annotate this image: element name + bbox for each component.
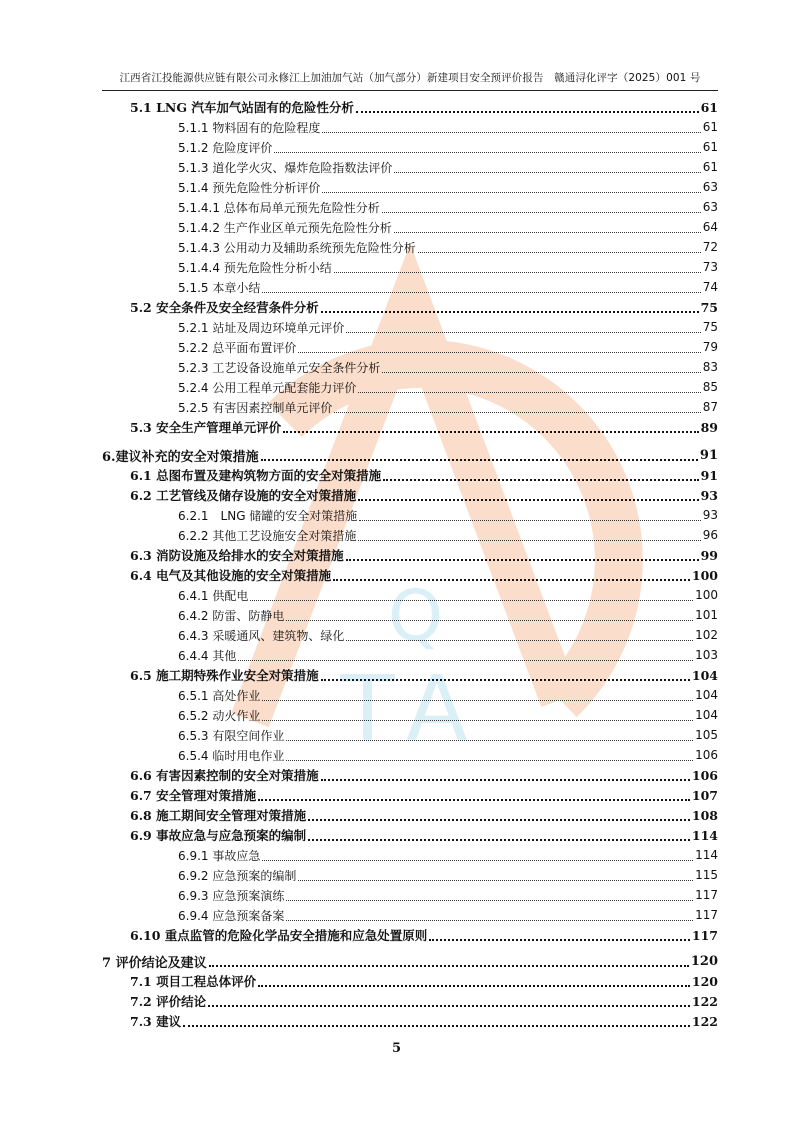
toc-leader-dots — [359, 520, 700, 521]
toc-leader-dots — [262, 720, 693, 721]
toc-entry-title: 6.5 施工期特殊作业安全对策措施 — [130, 668, 319, 683]
toc-entry[interactable] — [102, 297, 718, 317]
toc-entry-title: 6.2 工艺管线及储存设施的安全对策措施 — [130, 488, 357, 503]
toc-entry[interactable] — [102, 177, 718, 197]
toc-entry-page: 91 — [700, 467, 718, 483]
toc-entry-title: 6.5.1 高处作业 — [178, 688, 261, 703]
toc-entry-page: 101 — [695, 608, 718, 622]
toc-entry-title: 5.1.4.3 公用动力及辅助系统预先危险性分析 — [178, 240, 416, 255]
toc-entry[interactable] — [102, 765, 718, 785]
toc-entry-title: 6.4.3 采暖通风、建筑物、绿化 — [178, 628, 345, 643]
toc-entry[interactable] — [102, 317, 718, 337]
toc-leader-dots — [262, 700, 693, 701]
toc-leader-dots — [382, 212, 701, 213]
running-header: 江西省江投能源供应链有限公司永修江上加油加气站（加气部分）新建项目安全预评价报告 赣通浔化评字（2025）001 号 — [119, 72, 701, 84]
toc-entry-title: 6.10 重点监管的危险化学品安全措施和应急处置原则 — [130, 928, 428, 943]
toc-leader-dots — [333, 579, 690, 581]
toc-entry[interactable] — [102, 157, 718, 177]
toc-leader-dots — [286, 920, 693, 921]
toc-entry-title: 5.1.4.2 生产作业区单元预先危险性分析 — [178, 220, 392, 235]
toc-leader-dots — [346, 559, 699, 561]
toc-entry-page: 105 — [695, 728, 718, 742]
toc-entry-title: 6.建议补充的安全对策措施 — [102, 449, 259, 465]
toc-entry-page: 122 — [691, 1013, 718, 1029]
toc-entry[interactable] — [102, 337, 718, 357]
toc-entry-page: 114 — [691, 827, 718, 843]
toc-leader-dots — [321, 679, 690, 681]
toc-leader-dots — [258, 799, 690, 801]
toc-entry[interactable] — [102, 845, 718, 865]
toc-entry-page: 104 — [691, 667, 718, 683]
toc-entry-title: 6.9.4 应急预案备案 — [178, 908, 285, 923]
toc-entry-page: 117 — [695, 908, 718, 922]
toc-leader-dots — [358, 540, 700, 541]
toc-entry-page: 63 — [702, 180, 718, 194]
toc-entry-title: 6.4.2 防雷、防静电 — [178, 608, 285, 623]
toc-entry-title: 6.3 消防设施及给排水的安全对策措施 — [130, 548, 344, 563]
toc-entry-title: 6.9 事故应急与应急预案的编制 — [130, 828, 307, 843]
toc-entry-title: 6.7 安全管理对策措施 — [130, 788, 257, 803]
toc-entry-title: 6.4 电气及其他设施的安全对策措施 — [130, 568, 332, 583]
toc-leader-dots — [322, 192, 700, 193]
toc-entry[interactable] — [102, 725, 718, 745]
toc-leader-dots — [183, 1025, 690, 1027]
toc-entry-page: 79 — [702, 340, 718, 354]
toc-entry-page: 100 — [695, 588, 718, 602]
toc-entry-page: 72 — [702, 240, 718, 254]
toc-entry-title: 6.1 总图布置及建构筑物方面的安全对策措施 — [130, 468, 382, 483]
toc-entry-page: 61 — [700, 99, 718, 115]
toc-entry-page: 96 — [702, 528, 718, 542]
toc-entry-page: 61 — [702, 160, 718, 174]
toc-entry-title: 5.2 安全条件及安全经营条件分析 — [130, 300, 319, 315]
toc-leader-dots — [262, 292, 700, 293]
toc-entry-title: 5.1.5 本章小结 — [178, 280, 261, 295]
toc-entry-title: 5.1 LNG 汽车加气站固有的危险性分析 — [130, 100, 354, 115]
toc-entry-page: 87 — [702, 400, 718, 414]
toc-leader-dots — [286, 620, 693, 621]
toc-entry-title: 6.2.2 其他工艺设施安全对策措施 — [178, 528, 357, 543]
toc-leader-dots — [274, 152, 700, 153]
toc-leader-dots — [356, 111, 699, 113]
toc-entry[interactable] — [102, 465, 718, 485]
toc-entry-title: 6.4.4 其他 — [178, 648, 237, 663]
toc-entry[interactable] — [102, 545, 718, 565]
toc-entry-title: 6.8 施工期间安全管理对策措施 — [130, 808, 307, 823]
toc-entry-page: 74 — [702, 280, 718, 294]
toc-entry-title: 6.5.3 有限空间作业 — [178, 728, 285, 743]
toc-entry-title: 5.1.4 预先危险性分析评价 — [178, 180, 321, 195]
watermark-ta: TA — [340, 657, 486, 762]
toc-entry-page: 122 — [691, 993, 718, 1009]
toc-entry-page: 107 — [691, 787, 718, 803]
toc-entry[interactable] — [102, 525, 718, 545]
toc-entry-title: 6.9.3 应急预案演练 — [178, 888, 285, 903]
toc-entry-title: 7.1 项目工程总体评价 — [130, 974, 257, 989]
toc-entry[interactable] — [102, 625, 718, 645]
toc-entry-page: 115 — [695, 868, 718, 882]
toc-entry-page: 75 — [702, 320, 718, 334]
toc-entry-title: 5.1.4.1 总体布局单元预先危险性分析 — [178, 200, 380, 215]
toc-entry[interactable] — [102, 825, 718, 845]
toc-entry-title: 5.2.1 站址及周边环境单元评价 — [178, 320, 345, 335]
toc-leader-dots — [258, 985, 690, 987]
toc-entry-page: 61 — [702, 140, 718, 154]
toc-leader-dots — [209, 965, 689, 967]
toc-entry-page: 106 — [691, 767, 718, 783]
toc-entry[interactable] — [102, 665, 718, 685]
toc-entry-page: 93 — [702, 508, 718, 522]
toc-entry-title: 5.3 安全生产管理单元评价 — [130, 420, 282, 435]
toc-entry-page: 63 — [702, 200, 718, 214]
toc-entry[interactable] — [102, 137, 718, 157]
toc-entry-title: 5.1.1 物料固有的危险程度 — [178, 120, 321, 135]
toc-entry-page: 120 — [691, 973, 718, 989]
toc-entry[interactable] — [102, 197, 718, 217]
toc-leader-dots — [334, 272, 701, 273]
toc-entry[interactable] — [102, 377, 718, 397]
toc-entry-title: 5.2.4 公用工程单元配套能力评价 — [178, 380, 357, 395]
toc-entry[interactable] — [102, 485, 718, 505]
toc-entry[interactable] — [102, 1011, 718, 1031]
toc-leader-dots — [286, 740, 693, 741]
header-rule — [102, 90, 718, 91]
toc-entry-page: 104 — [695, 688, 718, 702]
toc-leader-dots — [308, 819, 690, 821]
watermark-q: Q — [388, 575, 444, 657]
toc-leader-dots — [322, 132, 700, 133]
toc-entry-page: 73 — [702, 260, 718, 274]
toc-entry[interactable] — [102, 685, 718, 705]
toc-entry-title: 5.2.3 工艺设备设施单元安全条件分析 — [178, 360, 381, 375]
toc-leader-dots — [283, 431, 698, 433]
toc-entry[interactable] — [102, 117, 718, 137]
toc-entry-title: 6.4.1 供配电 — [178, 588, 249, 603]
toc-entry[interactable] — [102, 397, 718, 417]
toc-entry-page: 117 — [691, 927, 718, 943]
toc-entry-title: 7.3 建议 — [130, 1014, 182, 1029]
toc-entry[interactable] — [102, 971, 718, 991]
toc-entry-title: 6.2.1 LNG 储罐的安全对策措施 — [178, 508, 358, 523]
toc-entry-page: 108 — [691, 807, 718, 823]
toc-entry-page: 93 — [700, 487, 718, 503]
toc-entry[interactable] — [102, 991, 718, 1011]
toc-entry-page: 106 — [695, 748, 718, 762]
toc-entry-title: 6.9.1 事故应急 — [178, 848, 261, 863]
toc-entry[interactable] — [102, 865, 718, 885]
toc-entry-title: 6.5.2 动火作业 — [178, 708, 261, 723]
toc-leader-dots — [383, 479, 698, 481]
toc-entry[interactable] — [102, 745, 718, 765]
toc-leader-dots — [394, 172, 700, 173]
toc-entry-page: 83 — [702, 360, 718, 374]
toc-entry[interactable] — [102, 645, 718, 665]
toc-entry-page: 120 — [690, 953, 718, 969]
toc-leader-dots — [262, 860, 693, 861]
toc-leader-dots — [321, 779, 690, 781]
toc-leader-dots — [286, 900, 693, 901]
page-number: 5 — [391, 1041, 402, 1056]
toc-entry-page: 91 — [699, 447, 718, 463]
toc-entry-page: 117 — [695, 888, 718, 902]
toc-leader-dots — [286, 760, 693, 761]
toc-leader-dots — [394, 232, 701, 233]
toc-leader-dots — [358, 392, 700, 393]
toc-leader-dots — [346, 332, 700, 333]
toc-entry-page: 61 — [702, 120, 718, 134]
toc-leader-dots — [298, 352, 700, 353]
toc-entry[interactable] — [102, 605, 718, 625]
toc-leader-dots — [418, 252, 701, 253]
toc-entry[interactable] — [102, 565, 718, 585]
toc-entry-title: 5.1.3 道化学火灾、爆炸危险指数法评价 — [178, 160, 393, 175]
toc-entry[interactable] — [102, 705, 718, 725]
toc-entry[interactable] — [102, 97, 718, 117]
toc-leader-dots — [238, 660, 693, 661]
toc-entry-title: 5.2.5 有害因素控制单元评价 — [178, 400, 333, 415]
toc-entry-page: 104 — [695, 708, 718, 722]
toc-entry[interactable] — [102, 417, 718, 437]
toc-entry-page: 114 — [695, 848, 718, 862]
toc-entry[interactable] — [102, 585, 718, 605]
toc-entry[interactable] — [102, 237, 718, 257]
toc-leader-dots — [321, 311, 699, 313]
toc-entry-title: 6.6 有害因素控制的安全对策措施 — [130, 768, 319, 783]
toc-entry[interactable] — [102, 257, 718, 277]
toc-entry-page: 103 — [695, 648, 718, 662]
toc-leader-dots — [358, 499, 698, 501]
toc-entry[interactable] — [102, 951, 718, 971]
toc-entry[interactable] — [102, 505, 718, 525]
toc-entry-page: 99 — [700, 547, 718, 563]
toc-entry-page: 102 — [695, 628, 718, 642]
toc-entry-title: 6.9.2 应急预案的编制 — [178, 868, 297, 883]
toc-leader-dots — [208, 1005, 690, 1007]
toc-entry[interactable] — [102, 277, 718, 297]
toc-entry[interactable] — [102, 445, 718, 465]
toc-entry-page: 75 — [700, 299, 718, 315]
toc-leader-dots — [429, 939, 690, 941]
toc-entry[interactable] — [102, 217, 718, 237]
toc-entry-title: 7 评价结论及建议 — [102, 955, 207, 971]
toc-entry[interactable] — [102, 905, 718, 925]
toc-entry-title: 5.1.2 危险度评价 — [178, 140, 273, 155]
toc-leader-dots — [308, 839, 690, 841]
toc-entry-page: 85 — [702, 380, 718, 394]
toc-entry-title: 5.1.4.4 预先危险性分析小结 — [178, 260, 332, 275]
toc-leader-dots — [298, 880, 693, 881]
toc-entry-title: 5.2.2 总平面布置评价 — [178, 340, 297, 355]
toc-entry-page: 100 — [691, 567, 718, 583]
toc-entry-page: 89 — [700, 419, 718, 435]
toc-leader-dots — [346, 640, 693, 641]
toc-entry[interactable] — [102, 885, 718, 905]
toc-leader-dots — [334, 412, 700, 413]
toc-leader-dots — [261, 459, 698, 461]
toc-entry[interactable] — [102, 357, 718, 377]
toc-leader-dots — [250, 600, 693, 601]
toc-leader-dots — [382, 372, 700, 373]
toc-entry[interactable] — [102, 805, 718, 825]
toc-entry[interactable] — [102, 925, 718, 945]
toc-entry[interactable] — [102, 785, 718, 805]
toc-entry-title: 7.2 评价结论 — [130, 994, 207, 1009]
toc-entry-title: 6.5.4 临时用电作业 — [178, 748, 285, 763]
toc-entry-page: 64 — [702, 220, 718, 234]
